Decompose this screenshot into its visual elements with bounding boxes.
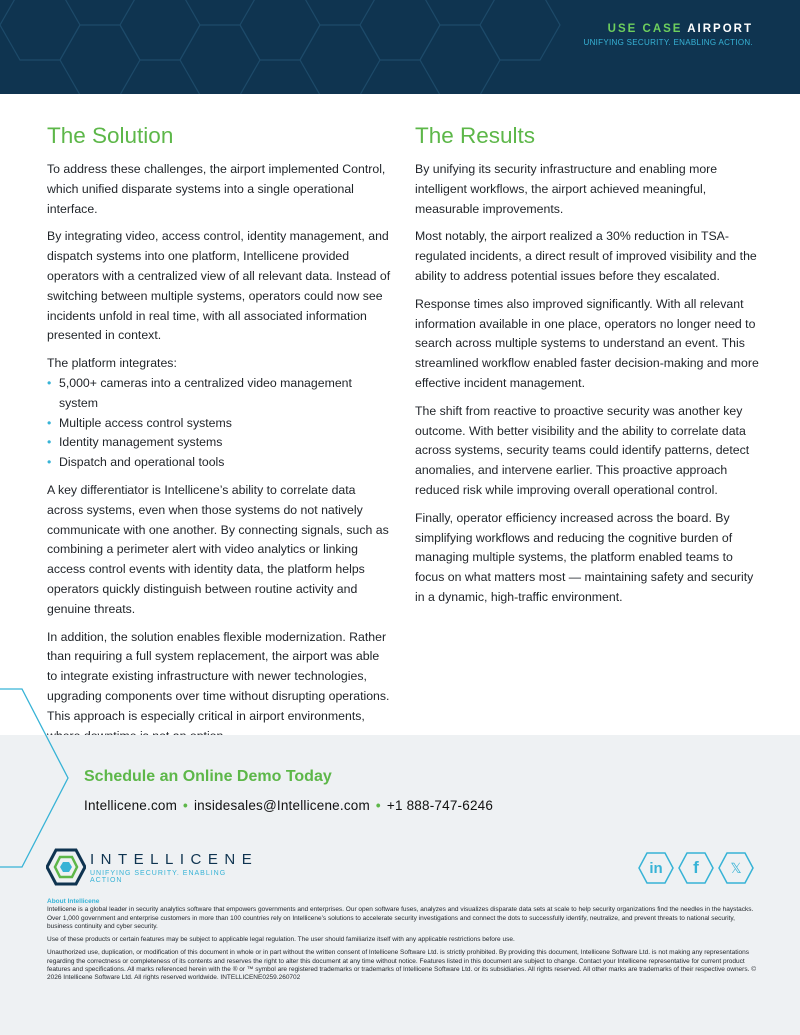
x-twitter-icon[interactable]: 𝕏 [718, 852, 754, 889]
hexagon-pattern-icon [0, 0, 800, 94]
solution-paragraph-1: To address these challenges, the airport implemented Control, which unified disparate systems into a single operational interface. [47, 162, 386, 216]
header-tagline: UNIFYING SECURITY. ENABLING ACTION. [583, 38, 753, 47]
solution-paragraph-4: A key differentiator is Intellicene’s ability to correlate data across systems, even when those systems do not natively communicate with one another. By connecting signals, such as combining a perimeter alert with video analytics or linking access control events with identity data, the platform helps operators quickly distinguish between routine activity and genuine threats. [47, 482, 389, 616]
tag-airport: AIRPORT [687, 23, 753, 35]
bullet-icon: • [47, 415, 52, 430]
about-paragraph-2: Use of these products or certain features may be subject to applicable legal regulation. The user should familiarize itself with any applicable restrictions before use. [47, 936, 515, 944]
intellicene-logo [46, 848, 259, 886]
solution-paragraph-2: By integrating video, access control, identity management, and dispatch systems into one platform, Intellicene provided operators with a centralized view of all relevant data. Instead of switching between multiple systems, operators could now see incidents unfold in real time, with all associated information presented in context. [47, 229, 391, 343]
linkedin-icon[interactable]: in [638, 852, 674, 889]
contact-line [84, 798, 493, 813]
header-band [0, 0, 800, 94]
integrations-list [47, 374, 392, 473]
results-paragraph-2: Most notably, the airport realized a 30% reduction in TSA-regulated incidents, a direct result of improved visibility and the ability to address potential issues before they escalated. [415, 229, 757, 283]
separator-dot: • [375, 798, 381, 813]
website-link[interactable]: Intellicene.com [84, 798, 178, 813]
results-column [415, 122, 760, 616]
logo-mark-icon [46, 848, 86, 886]
list-item: • Multiple access control systems [47, 414, 392, 434]
phone-number[interactable]: +1 888-747-6246 [386, 798, 494, 813]
bullet-icon: • [47, 455, 52, 470]
list-item: • Identity management systems [47, 433, 392, 453]
bullet-icon: • [47, 375, 52, 390]
solution-column [47, 122, 392, 754]
about-section [47, 898, 757, 988]
list-item: • Dispatch and operational tools [47, 453, 392, 473]
results-paragraph-1: By unifying its security infrastructure and enabling more intelligent workflows, the airport achieved meaningful, measurable improvements. [415, 162, 718, 216]
results-title: The Results [415, 123, 536, 148]
solution-title: The Solution [47, 123, 174, 148]
solution-paragraph-5: In addition, the solution enables flexible modernization. Rather than requiring a full system replacement, the airport was able to integrate existing infrastructure with newer technologies, upgrading components over time without disrupting operations. This approach is especially critical in airport environments, [47, 629, 390, 723]
separator-dot: • [183, 798, 188, 813]
bullet-icon: • [47, 435, 52, 450]
results-paragraph-5: Finally, operator efficiency increased across the board. By simplifying workflows and reducing the cognitive burden of managing multiple systems, the platform enabled teams to focus on what matters most — maintaining safety and security in a dynamic, high-traffic environment. [415, 510, 754, 604]
facebook-icon[interactable]: f [678, 852, 714, 889]
about-paragraph-1: Intellicene is a global leader in security analytics software that empowers governments and enterprises. Our open software fuses, analyzes and visualizes disparate data sets at scale to help security organizations find the needles in the haystacks. Over 1,000 government and enterprise customers in more than 100 countries rely on Intellicene’s solutions to accelerate security investigations and connect the dots to successfully identify, neutralize, and prevent threats to national security, business continuity and cyber security. [47, 906, 754, 930]
results-paragraph-4: The shift from reactive to proactive security was another key outcome. With better visibility and the ability to correlate data across systems, security teams could identify patterns, detect anomalies, and intervene earlier. This proactive approach reduced risk while improving overall operational control. [415, 403, 750, 497]
logo-slogan: UNIFYING SECURITY. ENABLING ACTION [90, 870, 227, 884]
solution-paragraph-3: The platform integrates: [47, 356, 177, 371]
cta-title: Schedule an Online Demo Today [84, 768, 332, 785]
email-link[interactable]: insidesales@Intellicene.com [193, 798, 370, 813]
logo-name: INTELLICENE [90, 851, 259, 868]
about-paragraph-3: Unauthorized use, duplication, or modification of this document in whole or in part without the written consent of Intellicene Software Ltd. is strictly prohibited. By providing this document, Intellicene Software Ltd. is not making any representations regarding the correctness or completeness of its contents and reserves the right to alter this document at any time without notice. Features listed in this document are subject to change. Contact your Intellicene representative for current product features and specifications. All marks referenced herein with the ® or ™ symbol are registered trademarks or trademarks of Intellicene Software Ltd. or its subsidiaries. All rights reserved. All other marks are trademarks of their respective owners. © 2026 Intellicene Software Ltd. All rights reserved worldwide. INTELLICENE0259.260702 [47, 949, 756, 982]
tag-use-case: USE CASE [607, 23, 683, 35]
results-paragraph-3: Response times also improved significantly. With all relevant information available in one place, operators no longer need to search across multiple systems to understand an event. This streamlined workflow enabled faster decision-making and more effective incident management. [415, 296, 759, 390]
use-case-tag [584, 23, 754, 47]
list-item: • 5,000+ cameras into a centralized video management system [47, 375, 352, 410]
about-heading: About Intellicene [47, 898, 100, 905]
